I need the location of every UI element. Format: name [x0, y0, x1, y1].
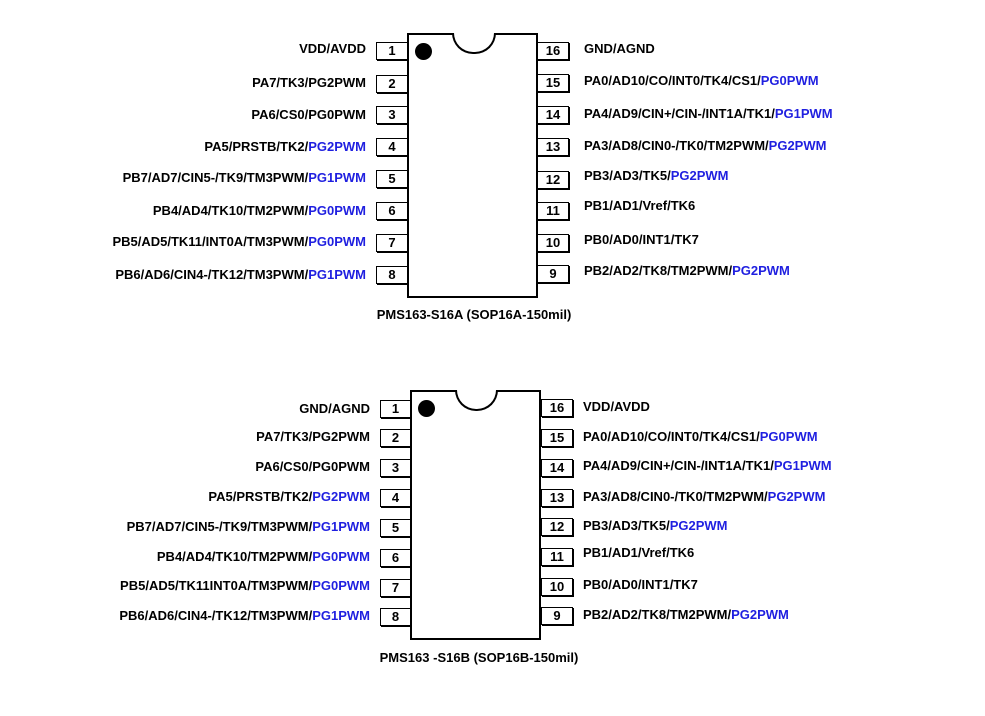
- pwm-function-text: PG1PWM: [308, 170, 366, 185]
- pin-13-label: [583, 489, 825, 505]
- pin-3-number: 3: [376, 106, 408, 124]
- pin-7-label: [112, 234, 366, 250]
- pin-13-number: 13: [537, 138, 569, 156]
- pin-function-text: PA3/AD8/CIN0-/TK0/TM2PWM/: [584, 138, 769, 153]
- pwm-function-text: PG2PWM: [731, 607, 789, 622]
- pin-function-text: PA4/AD9/CIN+/CIN-/INT1A/TK1/: [584, 106, 775, 121]
- pin-function-text: PB7/AD7/CIN5-/TK9/TM3PWM/: [122, 170, 309, 185]
- pwm-function-text: PG0PWM: [308, 234, 366, 249]
- pwm-function-text: PG1PWM: [773, 458, 832, 473]
- pin-6-label: [157, 549, 370, 565]
- pin-10-label: [583, 577, 698, 593]
- pwm-function-text: PG2PWM: [768, 138, 827, 153]
- pin-14-number: 14: [537, 106, 569, 124]
- pwm-function-text: PG1PWM: [312, 608, 370, 623]
- pin-13-label: [584, 138, 826, 154]
- pwm-function-text: PG2PWM: [767, 489, 826, 504]
- pin-9-label: [584, 263, 790, 279]
- pwm-function-text: PG0PWM: [312, 549, 370, 564]
- pwm-function-text: PG0PWM: [760, 73, 819, 88]
- pin-function-text: PB6/AD6/CIN4-/TK12/TM3PWM/: [115, 267, 309, 282]
- pin-2-number: 2: [376, 75, 408, 93]
- pin-function-text: PB5/AD5/TK11INT0A/TM3PWM/: [120, 578, 313, 593]
- pin-function-text: VDD/AVDD: [583, 399, 650, 414]
- chip-caption: PMS163 -S16B (SOP16B-150mil): [379, 650, 579, 665]
- pin-3-label: [251, 107, 366, 123]
- pin-5-label: [127, 519, 370, 535]
- pin-function-text: PB7/AD7/CIN5-/TK9/TM3PWM/: [126, 519, 313, 534]
- pwm-function-text: PG1PWM: [308, 267, 366, 282]
- chip-body: [410, 390, 541, 640]
- pin-8-label: [119, 608, 370, 624]
- pin-1-number: 1: [376, 42, 408, 60]
- pwm-function-text: PG2PWM: [732, 263, 790, 278]
- pin-3-label: [255, 459, 370, 475]
- pin-function-text: PA6/CS0/PG0PWM: [251, 107, 366, 122]
- pin-function-text: PB2/AD2/TK8/TM2PWM/: [583, 607, 732, 622]
- pin-function-text: PB6/AD6/CIN4-/TK12/TM3PWM/: [119, 608, 313, 623]
- pin-7-number: 7: [380, 579, 411, 597]
- pin-10-number: 10: [537, 234, 569, 252]
- pwm-function-text: PG1PWM: [312, 519, 370, 534]
- pin-function-text: PA7/TK3/PG2PWM: [252, 75, 366, 90]
- pin-15-number: 15: [541, 429, 573, 447]
- pin-function-text: PB4/AD4/TK10/TM2PWM/: [156, 549, 313, 564]
- pin-11-label: [584, 198, 695, 214]
- pwm-function-text: PG0PWM: [312, 578, 370, 593]
- pin-function-text: PB4/AD4/TK10/TM2PWM/: [152, 203, 309, 218]
- pin-function-text: PB2/AD2/TK8/TM2PWM/: [584, 263, 733, 278]
- pwm-function-text: PG0PWM: [308, 203, 366, 218]
- chip-body: [407, 33, 538, 298]
- pin-12-label: [584, 168, 729, 184]
- pin-12-number: 12: [541, 518, 573, 536]
- pin-function-text: PB1/AD1/Vref/TK6: [584, 198, 696, 213]
- pin-14-label: [583, 458, 832, 474]
- pin-9-label: [583, 607, 789, 623]
- pin-15-label: [584, 73, 819, 89]
- pin-function-text: PB3/AD3/TK5/: [584, 168, 671, 183]
- pin-12-label: [583, 518, 728, 534]
- pin-11-number: 11: [541, 548, 573, 566]
- pin-12-number: 12: [537, 171, 569, 189]
- pin-8-number: 8: [376, 266, 408, 284]
- chip-caption: PMS163-S16A (SOP16A-150mil): [376, 307, 572, 322]
- pwm-function-text: PG2PWM: [312, 489, 370, 504]
- pin-5-number: 5: [376, 170, 408, 188]
- pin-4-number: 4: [376, 138, 408, 156]
- pwm-function-text: PG2PWM: [308, 139, 366, 154]
- pin-1-label: [299, 41, 366, 57]
- pin1-marker-dot: [415, 43, 432, 60]
- pin-5-number: 5: [380, 519, 411, 537]
- pin-16-number: 16: [541, 399, 573, 417]
- pin1-marker-dot: [418, 400, 435, 417]
- pin-1-label: [299, 401, 370, 417]
- pin-function-text: PA0/AD10/CO/INT0/TK4/CS1/: [583, 429, 760, 444]
- pin-10-number: 10: [541, 578, 573, 596]
- pin-9-number: 9: [541, 607, 573, 625]
- pin-11-label: [583, 545, 694, 561]
- pwm-function-text: PG2PWM: [669, 518, 728, 533]
- pin-10-label: [584, 232, 699, 248]
- pin-function-text: PA7/TK3/PG2PWM: [256, 429, 370, 444]
- pin-2-number: 2: [380, 429, 411, 447]
- pin-function-text: PA5/PRSTB/TK2/: [208, 489, 313, 504]
- pin-8-number: 8: [380, 608, 411, 626]
- pin-4-label: [208, 489, 370, 505]
- pin-7-label: [120, 578, 370, 594]
- pin-3-number: 3: [380, 459, 411, 477]
- pin-4-label: [204, 139, 366, 155]
- pin-function-text: PA0/AD10/CO/INT0/TK4/CS1/: [584, 73, 761, 88]
- pin-1-number: 1: [380, 400, 411, 418]
- pin-11-number: 11: [537, 202, 569, 220]
- pin-function-text: PB1/AD1/Vref/TK6: [583, 545, 695, 560]
- pin-6-number: 6: [376, 202, 408, 220]
- pin-function-text: VDD/AVDD: [299, 41, 366, 56]
- pin-function-text: GND/AGND: [299, 401, 370, 416]
- pin-9-number: 9: [537, 265, 569, 283]
- pin-6-number: 6: [380, 549, 411, 567]
- pin-function-text: PB0/AD0/INT1/TK7: [583, 577, 698, 592]
- pin-14-label: [584, 106, 833, 122]
- pwm-function-text: PG0PWM: [759, 429, 818, 444]
- pin-16-number: 16: [537, 42, 569, 60]
- pin-15-label: [583, 429, 818, 445]
- pwm-function-text: PG2PWM: [670, 168, 729, 183]
- pin-4-number: 4: [380, 489, 411, 507]
- pin-2-label: [252, 75, 366, 91]
- pin-function-text: GND/AGND: [584, 41, 655, 56]
- pin-2-label: [256, 429, 370, 445]
- pin-function-text: PB3/AD3/TK5/: [583, 518, 670, 533]
- pin-5-label: [123, 170, 366, 186]
- pin-function-text: PA4/AD9/CIN+/CIN-/INT1A/TK1/: [583, 458, 774, 473]
- pin-16-label: [583, 399, 650, 415]
- pin-14-number: 14: [541, 459, 573, 477]
- pin-function-text: PB0/AD0/INT1/TK7: [584, 232, 699, 247]
- pin-15-number: 15: [537, 74, 569, 92]
- pin-function-text: PB5/AD5/TK11/INT0A/TM3PWM/: [112, 234, 309, 249]
- pin-8-label: [115, 267, 366, 283]
- pin-6-label: [153, 203, 366, 219]
- pin-function-text: PA5/PRSTB/TK2/: [204, 139, 309, 154]
- pwm-function-text: PG1PWM: [774, 106, 833, 121]
- pin-function-text: PA6/CS0/PG0PWM: [255, 459, 370, 474]
- pin-16-label: [584, 41, 655, 57]
- pin-7-number: 7: [376, 234, 408, 252]
- pin-function-text: PA3/AD8/CIN0-/TK0/TM2PWM/: [583, 489, 768, 504]
- pin-13-number: 13: [541, 489, 573, 507]
